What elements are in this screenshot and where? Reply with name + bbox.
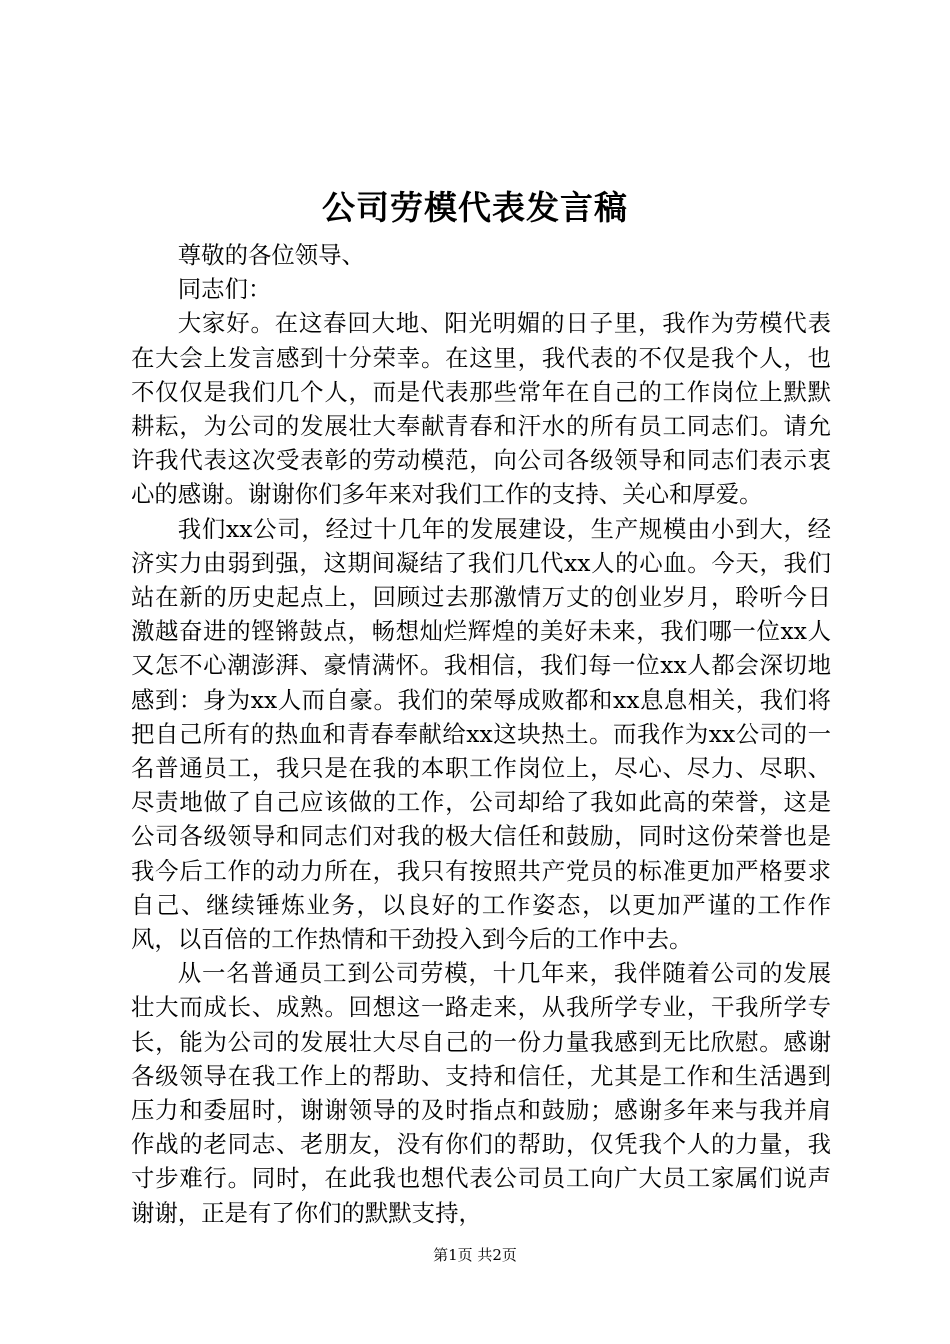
document-body (131, 238, 831, 1230)
body-paragraph-3: 从一名普通员工到公司劳模，十几年来，我伴随着公司的发展壮大而成长、成熟。回想这一路走来，从我所学专业，干我所学专长，能为公司的发展壮大尽自己的一份力量我感到无比欣慰。感谢各级领导在我工作上的帮助、支持和信任，尤其是工作和生活遇到压力和委屈时，谢谢领导的及时指点和鼓励；感谢多年来与我并肩作战的老同志、老朋友，没有你们的帮助，仅凭我个人的力量，我寸步难行。同时，在此我也想代表公司员工向广大员工家属们说声谢谢，正是有了你们的默默支持， (131, 959, 831, 1227)
document-title: 公司劳模代表发言稿 (322, 188, 628, 227)
body-paragraph-1: 大家好。在这春回大地、阳光明媚的日子里，我作为劳模代表在大会上发言感到十分荣幸。在这里，我代表的不仅是我个人，也不仅仅是我们几个人，而是代表那些常年在自己的工作岗位上默默耕耘，为公司的发展壮大奉献青春和汗水的所有员工同志们。请允许我代表这次受表彰的劳动模范，向公司各级领导和同志们表示衷心的感谢。谢谢你们多年来对我们工作的支持、关心和厚爱。 (131, 309, 831, 509)
body-paragraph-2: 我们xx公司，经过十几年的发展建设，生产规模由小到大，经济实力由弱到强，这期间凝结了我们几代xx人的心血。今天，我们站在新的历史起点上，回顾过去那激情万丈的创业岁月，聆听今日激越奋进的铿锵鼓点，畅想灿烂辉煌的美好未来，我们哪一位xx人又怎不心潮澎湃、豪情满怀。我相信，我们每一位xx人都会深切地感到：身为xx人而自豪。我们的荣辱成败都和xx息息相关，我们将把自己所有的热血和青春奉献给xx这块热土。而我作为xx公司的一名普通员工，我只是在我的本职工作岗位上，尽心、尽力、尽职、尽责地做了自己应该做的工作，公司却给了我如此高的荣誉，这是公司各级领导和同志们对我的极大信任和鼓励，同时这份荣誉也是我今后工作的动力所在，我只有按照共产党员的标准更加严格要求自己、继续锤炼业务，以良好的工作姿态，以更加严谨的工作作风，以百倍的工作热情和干劲投入到今后的工作中去。 (131, 514, 831, 954)
salutation-line-2: 同志们： (177, 275, 272, 304)
salutation-line-1: 尊敬的各位领导、 (177, 241, 365, 269)
page-footer: 第1页 共2页 (433, 1246, 517, 1264)
